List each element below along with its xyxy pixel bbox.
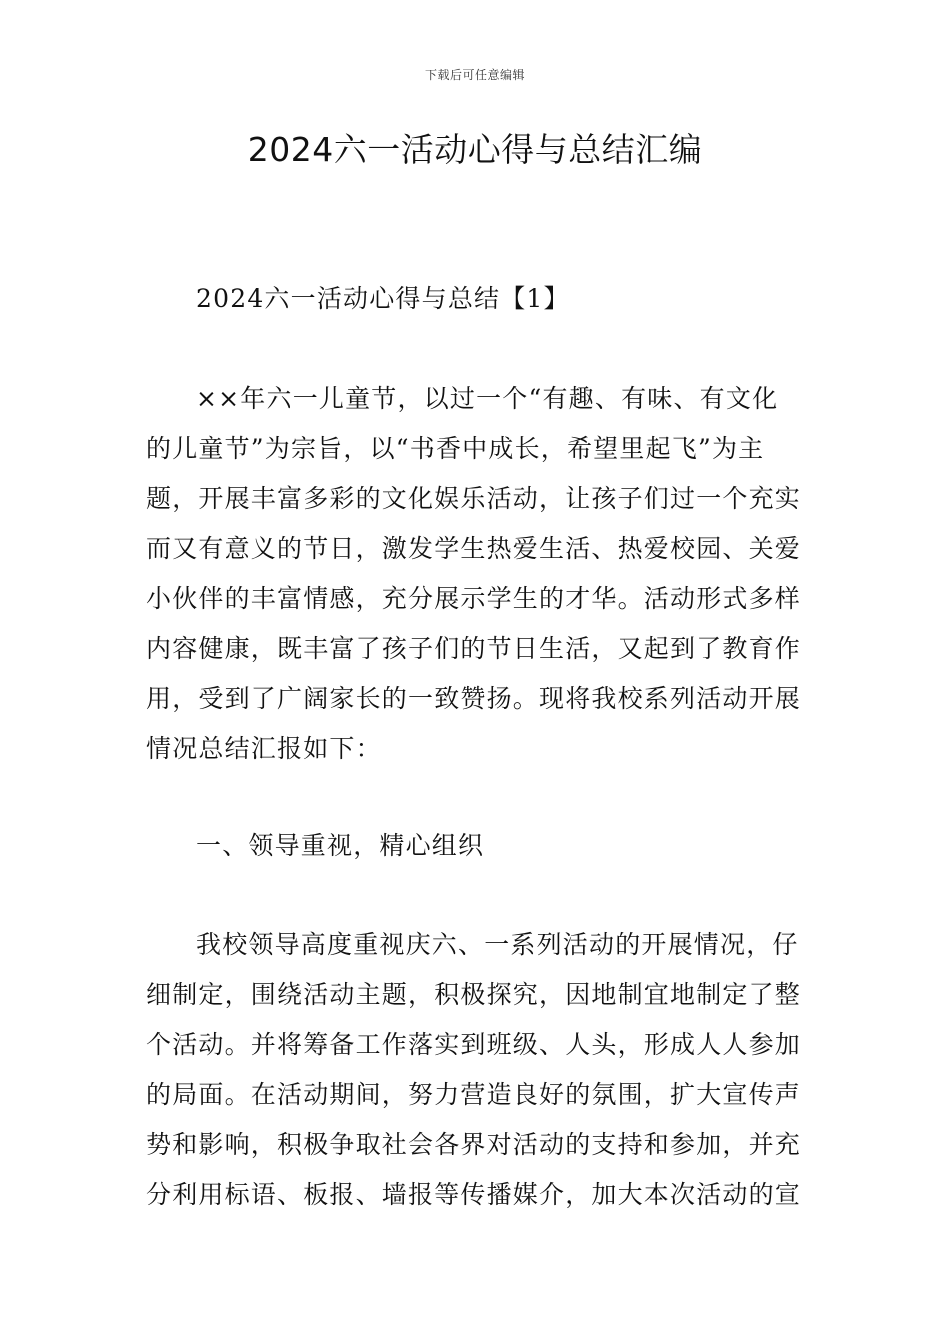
paragraph-line: ××年六一儿童节，以过一个“有趣、有味、有文化 (196, 384, 779, 413)
paragraph-line: 细制定，围绕活动主题，积极探究，因地制宜地制定了整 (146, 980, 802, 1009)
paragraph-2 (146, 920, 806, 1220)
paragraph-line: 的儿童节”为宗旨，以“书香中成长，希望里起飞”为主 (146, 434, 765, 463)
paragraph-line: 题，开展丰富多彩的文化娱乐活动，让孩子们过一个充实 (146, 484, 802, 513)
paragraph-line: 内容健康，既丰富了孩子们的节日生活，又起到了教育作 (146, 634, 802, 663)
document-title: 2024六一活动心得与总结汇编 (247, 130, 703, 169)
section-heading: 一、领导重视，精心组织 (196, 831, 485, 860)
paragraph-line: 用，受到了广阔家长的一致赞扬。现将我校系列活动开展 (146, 684, 802, 713)
paragraph-line: 个活动。并将筹备工作落实到班级、人头，形成人人参加 (146, 1030, 802, 1059)
paragraph-line: 情况总结汇报如下： (146, 734, 382, 763)
paragraph-line: 势和影响，积极争取社会各界对活动的支持和参加，并充 (146, 1130, 802, 1159)
paragraph-1 (146, 374, 806, 774)
paragraph-line: 而又有意义的节日，激发学生热爱生活、热爱校园、关爱 (146, 534, 802, 563)
header-note: 下载后可任意编辑 (424, 68, 525, 82)
article-heading: 2024六一活动心得与总结【1】 (196, 284, 570, 313)
paragraph-line: 小伙伴的丰富情感，充分展示学生的才华。活动形式多样 (146, 584, 802, 613)
paragraph-line: 的局面。在活动期间，努力营造良好的氛围，扩大宣传声 (146, 1080, 802, 1109)
paragraph-line: 我校领导高度重视庆六、一系列活动的开展情况，仔 (196, 930, 799, 959)
paragraph-line: 分利用标语、板报、墙报等传播媒介，加大本次活动的宣 (146, 1180, 802, 1209)
